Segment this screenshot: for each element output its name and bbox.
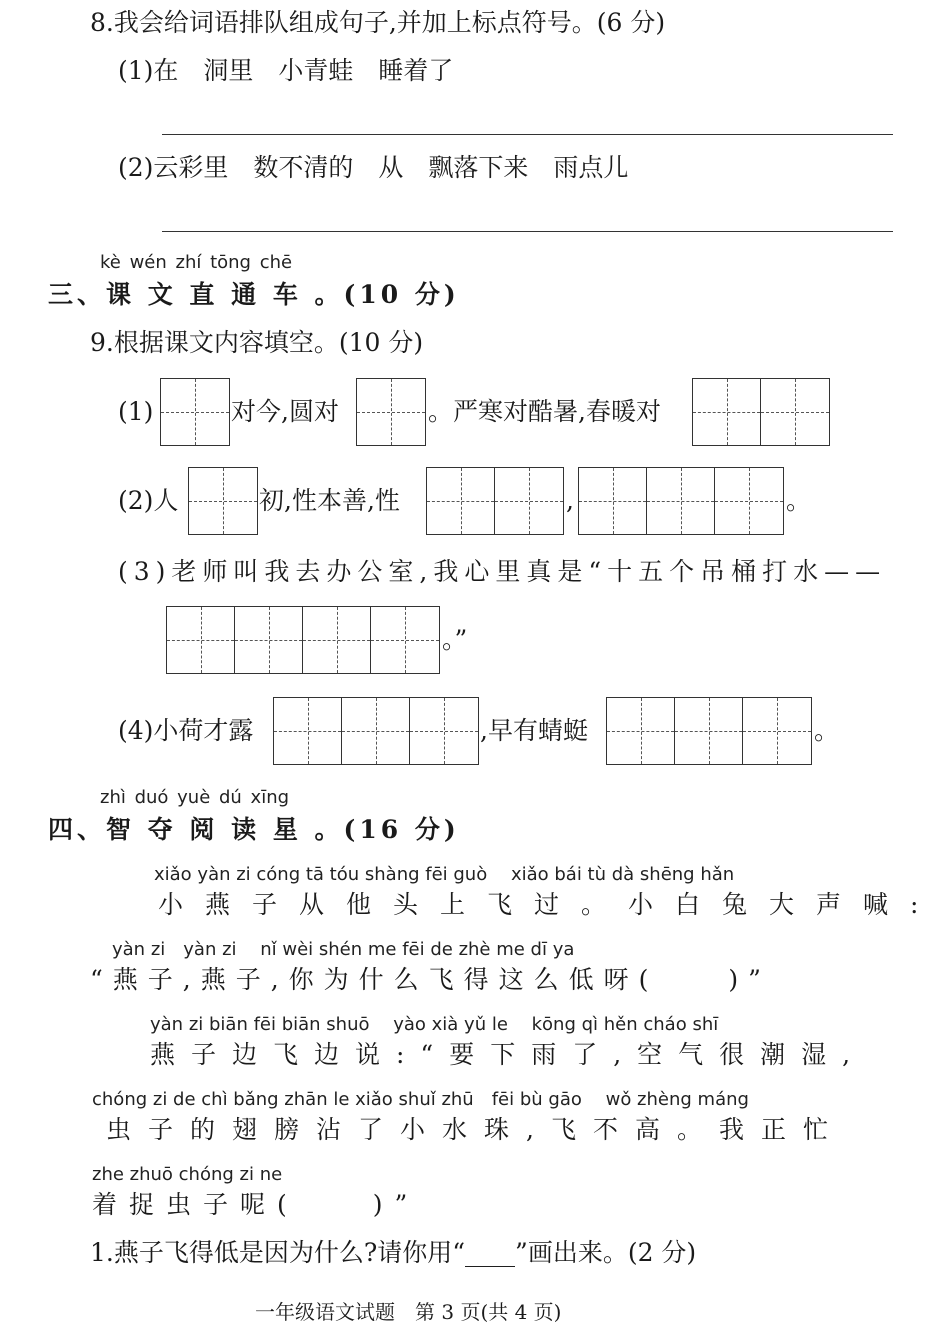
- q8-title: 8.我会给词语排队组成句子,并加上标点符号。(6 分): [90, 8, 666, 37]
- q9-p4-grid-2[interactable]: [606, 697, 812, 765]
- sec4-pinyin: zhì duó yuè dú xīng: [100, 787, 290, 808]
- q9-p2-period: 。: [786, 486, 812, 515]
- q9-title: 9.根据课文内容填空。(10 分): [90, 328, 424, 357]
- q8-item-1: (1)在 洞里 小青蛙 睡着了: [118, 56, 454, 85]
- passage-pinyin-3: yàn zi biān fēi biān shuō yào xià yǔ le kōng qì hěn cháo shī: [150, 1014, 719, 1035]
- reading-q1-text-1: 1.燕子飞得低是因为什么?请你用“: [90, 1238, 466, 1267]
- q9-p3-grid[interactable]: [166, 606, 440, 674]
- sec3-pinyin: kè wén zhí tōng chē: [100, 252, 293, 273]
- q9-p2-label: (2)人: [118, 486, 179, 515]
- q9-p2-grid-3[interactable]: [578, 467, 784, 535]
- reading-q1: [90, 1238, 696, 1268]
- q9-p2-comma: ,: [566, 486, 574, 515]
- q9-p2-text-1: 初,性本善,性: [259, 486, 400, 515]
- q9-p1-label: (1): [118, 397, 154, 426]
- reading-q1-text-2: ”画出来。(2 分): [515, 1238, 697, 1267]
- passage-pinyin-5: zhe zhuō chóng zi ne: [92, 1164, 283, 1185]
- q9-p3-text-1: (3)老师叫我去办公室,我心里真是“十五个吊桶打水——: [118, 557, 887, 586]
- q9-p2-grid-2[interactable]: [426, 467, 564, 535]
- reading-q1-blank: ____: [465, 1238, 516, 1267]
- passage-pinyin-1: xiǎo yàn zi cóng tā tóu shàng fēi guò xiǎo bái tù dà shēng hǎn: [154, 864, 735, 885]
- q8-answer-line-1[interactable]: [162, 134, 893, 135]
- q9-p1-grid-2[interactable]: [356, 378, 426, 446]
- q9-p1-grid-3[interactable]: [692, 378, 830, 446]
- q9-p4-text-1: ,早有蜻蜓: [480, 716, 588, 745]
- passage-line-4: 虫子的翅膀沾了小水珠,飞不高。我正忙: [106, 1115, 845, 1144]
- q9-p1-grid-1[interactable]: [160, 378, 230, 446]
- q9-p1-text-1: 对今,圆对: [231, 397, 339, 426]
- q9-p1-text-2: 。严寒对酷暑,春暖对: [428, 397, 661, 426]
- q9-p4-text-2: 。: [814, 716, 840, 745]
- q9-p3-text-2: 。”: [442, 625, 468, 654]
- page-footer: 一年级语文试题 第 3 页(共 4 页): [255, 1300, 562, 1324]
- passage-pinyin-2: yàn zi yàn zi nǐ wèi shén me fēi de zhè me dī ya: [112, 939, 575, 960]
- passage-line-3: 燕子边飞边说:“要下雨了,空气很潮湿,: [150, 1040, 867, 1069]
- sec4-title: 四、智 夺 阅 读 星 。(16 分): [48, 815, 460, 844]
- q9-p2-grid-1[interactable]: [188, 467, 258, 535]
- passage-line-2: “燕子,燕子,你为什么飞得这么低呀( )”: [90, 965, 771, 994]
- sec3-title: 三、课 文 直 通 车 。(10 分): [48, 280, 460, 309]
- passage-pinyin-4: chóng zi de chì bǎng zhān le xiǎo shuǐ zhū fēi bù gāo wǒ zhèng máng: [92, 1089, 749, 1110]
- passage-line-5: 着捉虫子呢( )”: [92, 1190, 420, 1219]
- passage-line-1: 小燕子从他头上飞过。小白兔大声喊:: [158, 890, 941, 919]
- q9-p4-grid-1[interactable]: [273, 697, 479, 765]
- q8-item-2: (2)云彩里 数不清的 从 飘落下来 雨点儿: [118, 153, 629, 182]
- q8-answer-line-2[interactable]: [162, 231, 893, 232]
- q9-p4-label: (4)小荷才露: [118, 716, 254, 745]
